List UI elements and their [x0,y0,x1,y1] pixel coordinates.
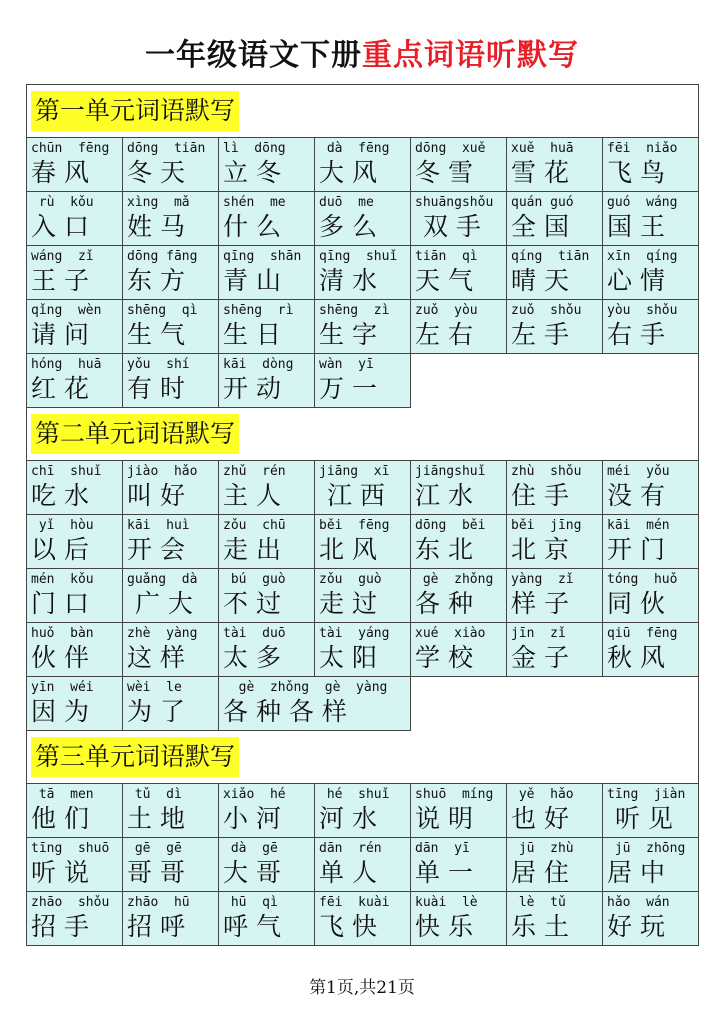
hanzi-word: 双 手 [415,212,481,241]
word-cell [603,461,699,515]
pinyin-label: qiū fēng [607,626,678,641]
hanzi-word: 清 水 [319,266,377,295]
pinyin-label: zhǔ rén [223,464,286,479]
word-cell [315,892,411,946]
hanzi-word: 伙 伴 [31,643,89,672]
word-cell [411,623,507,677]
word-row [27,300,699,354]
word-cell [411,515,507,569]
word-cell [219,784,315,838]
pinyin-label: hóng huā [31,357,102,372]
pinyin-label: yīn wéi [31,680,94,695]
pinyin-label: běi fēng [319,518,390,533]
word-cell [27,461,123,515]
hanzi-word: 河 水 [319,804,377,833]
pinyin-label: quán guó [511,195,574,210]
hanzi-word: 红 花 [31,374,89,403]
word-cell [411,300,507,354]
word-cell [411,246,507,300]
pinyin-label: zǒu guò [319,572,382,587]
pinyin-label: dān yī [415,841,470,856]
pinyin-label: chī shuǐ [31,464,102,479]
word-cell [411,569,507,623]
hanzi-word: 这 样 [127,643,185,672]
word-cell [411,892,507,946]
hanzi-word: 听 见 [607,804,673,833]
hanzi-word: 为 了 [127,697,185,726]
hanzi-word: 开 动 [223,374,281,403]
pinyin-label: chūn fēng [31,141,110,156]
word-cell [123,246,219,300]
hanzi-word: 心 情 [607,266,665,295]
pinyin-label: xuě huā [511,141,574,156]
pinyin-label: shēng rì [223,303,294,318]
word-row [27,569,699,623]
hanzi-word: 居 住 [511,858,569,887]
pinyin-label: guó wáng [607,195,678,210]
pinyin-label: lì dōng [223,141,286,156]
word-cell [123,677,219,731]
pinyin-label: yǒu shí [127,357,190,372]
word-cell [123,354,219,408]
word-cell [411,461,507,515]
hanzi-word: 快 乐 [415,912,473,941]
word-cell [507,138,603,192]
word-cell [27,838,123,892]
pinyin-label: yě hǎo [511,787,574,802]
word-row [27,892,699,946]
word-cell [27,784,123,838]
pinyin-label: qǐng wèn [31,303,102,318]
hanzi-word: 各 种 [415,589,473,618]
hanzi-word: 哥 哥 [127,858,185,887]
word-cell [27,300,123,354]
word-row [27,515,699,569]
hanzi-word: 青 山 [223,266,281,295]
word-cell [219,623,315,677]
pinyin-label: wáng zǐ [31,249,94,264]
hanzi-word: 生 日 [223,320,281,349]
hanzi-word: 招 呼 [127,912,185,941]
pinyin-label: kāi dòng [223,357,294,372]
pinyin-label: wèi le [127,680,182,695]
unit-title: 第二单元词语默写 [31,414,239,454]
hanzi-word: 广 大 [127,589,193,618]
word-cell [315,461,411,515]
hanzi-word: 以 后 [31,535,89,564]
pinyin-label: yòu shǒu [607,303,678,318]
word-cell [315,569,411,623]
word-cell [603,838,699,892]
hanzi-word: 金 子 [511,643,569,672]
word-cell [315,354,411,408]
hanzi-word: 听 说 [31,858,89,887]
word-cell [411,784,507,838]
word-cell [123,623,219,677]
pinyin-label: dōng běi [415,518,486,533]
pinyin-label: shuō míng [415,787,494,802]
pinyin-label: xìng mǎ [127,195,190,210]
hanzi-word: 晴 天 [511,266,569,295]
word-cell [315,838,411,892]
pinyin-label: zhù shǒu [511,464,582,479]
word-cell [507,623,603,677]
pinyin-label: kuài lè [415,895,478,910]
pinyin-label: shén me [223,195,286,210]
word-row [27,677,699,731]
word-row [27,354,699,408]
word-cell [219,892,315,946]
word-cell [123,461,219,515]
hanzi-word: 太 阳 [319,643,377,672]
word-cell [507,892,603,946]
hanzi-word: 学 校 [415,643,473,672]
hanzi-word: 飞 鸟 [607,158,665,187]
pinyin-label: zhāo hū [127,895,190,910]
pinyin-label: dōng fāng [127,249,198,264]
hanzi-word: 多 么 [319,212,377,241]
pinyin-label: tài duō [223,626,286,641]
hanzi-word: 全 国 [511,212,569,241]
pinyin-label: qīng shuǐ [319,249,398,264]
hanzi-word: 开 门 [607,535,665,564]
page-title-part1: 一年级语文下册 [145,38,362,73]
word-cell [219,192,315,246]
pinyin-label: kāi mén [607,518,670,533]
pinyin-label: dōng xuě [415,141,486,156]
pinyin-label: jiāngshuǐ [415,464,486,479]
hanzi-word: 冬 雪 [415,158,473,187]
word-cell [219,300,315,354]
word-row [27,246,699,300]
hanzi-word: 雪 花 [511,158,569,187]
word-cell [507,515,603,569]
hanzi-word: 大 风 [319,158,377,187]
hanzi-word: 左 手 [511,320,569,349]
hanzi-word: 好 玩 [607,912,665,941]
word-cell [603,623,699,677]
hanzi-word: 姓 马 [127,212,185,241]
vocabulary-table [26,84,699,946]
hanzi-word: 土 地 [127,804,185,833]
word-cell [507,569,603,623]
pinyin-label: zǒu chū [223,518,286,533]
empty-cell [411,677,699,731]
pinyin-label: gè zhǒng [415,572,494,587]
pinyin-label: tóng huǒ [607,572,678,587]
hanzi-word: 叫 好 [127,481,185,510]
pinyin-label: qíng tiān [511,249,590,264]
word-cell [603,300,699,354]
word-cell [507,461,603,515]
pinyin-label: běi jīng [511,518,582,533]
word-cell [507,246,603,300]
pinyin-label: gè zhǒng gè yàng [223,680,388,695]
pinyin-label: shuāngshǒu [415,195,494,210]
hanzi-word: 门 口 [31,589,89,618]
hanzi-word: 天 气 [415,266,473,295]
word-cell [123,784,219,838]
word-cell [27,192,123,246]
hanzi-word: 生 字 [319,320,377,349]
word-cell [315,784,411,838]
unit-title: 第一单元词语默写 [31,91,239,131]
hanzi-word: 右 手 [607,320,665,349]
pinyin-label: duō me [319,195,374,210]
word-cell [603,515,699,569]
hanzi-word: 秋 风 [607,643,665,672]
word-cell [27,623,123,677]
hanzi-word: 招 手 [31,912,89,941]
pinyin-label: tīng jiàn [607,787,686,802]
hanzi-word: 生 气 [127,320,185,349]
word-cell [603,138,699,192]
pinyin-label: tiān qì [415,249,478,264]
hanzi-word: 北 京 [511,535,569,564]
pinyin-label: xué xiào [415,626,486,641]
word-cell [315,300,411,354]
word-cell [315,246,411,300]
word-cell [507,192,603,246]
word-cell [507,838,603,892]
pinyin-label: gē gē [127,841,182,856]
hanzi-word: 东 方 [127,266,185,295]
pinyin-label: dōng tiān [127,141,206,156]
pinyin-label: fēi kuài [319,895,390,910]
page-footer: 第1页,共21页 [309,978,415,998]
word-cell [411,838,507,892]
hanzi-word: 不 过 [223,589,281,618]
word-cell [27,892,123,946]
pinyin-label: zuǒ shǒu [511,303,582,318]
pinyin-label: hǎo wán [607,895,670,910]
hanzi-word: 冬 天 [127,158,185,187]
pinyin-label: dà fēng [319,141,390,156]
word-row [27,838,699,892]
hanzi-word: 没 有 [607,481,665,510]
page-title-part2: 重点词语听默写 [362,38,579,73]
hanzi-word: 左 右 [415,320,473,349]
page-title [0,34,724,78]
word-cell [315,192,411,246]
pinyin-label: bú guò [223,572,286,587]
pinyin-label: tā men [31,787,94,802]
hanzi-word: 东 北 [415,535,473,564]
word-cell [27,569,123,623]
word-cell [219,515,315,569]
word-cell [411,192,507,246]
pinyin-label: zuǒ yòu [415,303,478,318]
pinyin-label: huǒ bàn [31,626,94,641]
pinyin-label: fēi niǎo [607,141,678,156]
hanzi-word: 吃 水 [31,481,89,510]
hanzi-word: 走 出 [223,535,281,564]
word-cell [27,354,123,408]
word-cell [603,192,699,246]
word-cell [603,892,699,946]
word-cell [219,461,315,515]
word-cell [219,838,315,892]
hanzi-word: 主 人 [223,481,281,510]
hanzi-word: 北 风 [319,535,377,564]
hanzi-word: 江 水 [415,481,473,510]
pinyin-label: zhāo shǒu [31,895,110,910]
word-cell [27,515,123,569]
word-cell [27,138,123,192]
unit-header [27,731,699,784]
pinyin-label: tài yáng [319,626,390,641]
pinyin-label: mén kǒu [31,572,94,587]
pinyin-label: dà gē [223,841,278,856]
pinyin-label: zhè yàng [127,626,198,641]
pinyin-label: lè tǔ [511,895,566,910]
word-cell [603,784,699,838]
word-cell [123,138,219,192]
hanzi-word: 小 河 [223,804,281,833]
pinyin-label: jū zhù [511,841,574,856]
word-cell [315,515,411,569]
hanzi-word: 他 们 [31,804,89,833]
word-cell [27,246,123,300]
hanzi-word: 飞 快 [319,912,377,941]
word-cell [315,623,411,677]
pinyin-label: shēng zì [319,303,390,318]
hanzi-word: 万 一 [319,374,377,403]
unit-header [27,85,699,138]
hanzi-word: 各 种 各 样 [223,697,347,726]
hanzi-word: 走 过 [319,589,377,618]
word-cell [123,515,219,569]
hanzi-word: 入 口 [31,212,89,241]
pinyin-label: xīn qíng [607,249,678,264]
hanzi-word: 样 子 [511,589,569,618]
word-cell [123,892,219,946]
word-cell [603,246,699,300]
word-cell [219,569,315,623]
word-cell [123,838,219,892]
word-cell [603,569,699,623]
pinyin-label: hé shuǐ [319,787,390,802]
word-cell [123,569,219,623]
pinyin-label: rù kǒu [31,195,94,210]
pinyin-label: shēng qì [127,303,198,318]
hanzi-word: 春 风 [31,158,89,187]
word-cell [27,677,123,731]
pinyin-label: wàn yī [319,357,374,372]
hanzi-word: 也 好 [511,804,569,833]
hanzi-word: 江 西 [319,481,385,510]
pinyin-label: tǔ dì [127,787,182,802]
hanzi-word: 开 会 [127,535,185,564]
pinyin-label: jū zhōng [607,841,686,856]
hanzi-word: 乐 土 [511,912,569,941]
unit-header [27,408,699,461]
empty-cell [411,354,699,408]
pinyin-label: guǎng dà [127,572,198,587]
pinyin-label: jiāng xī [319,464,390,479]
pinyin-label: kāi huì [127,518,190,533]
word-cell [219,354,315,408]
word-row [27,192,699,246]
pinyin-label: qīng shān [223,249,302,264]
word-row [27,623,699,677]
hanzi-word: 太 多 [223,643,281,672]
pinyin-label: xiǎo hé [223,787,286,802]
hanzi-word: 单 人 [319,858,377,887]
hanzi-word: 居 中 [607,858,665,887]
pinyin-label: méi yǒu [607,464,670,479]
word-cell [411,138,507,192]
pinyin-label: yàng zǐ [511,572,574,587]
pinyin-label: tīng shuō [31,841,110,856]
pinyin-label: dān rén [319,841,382,856]
word-cell [219,677,411,731]
pinyin-label: hū qì [223,895,278,910]
unit-title: 第三单元词语默写 [31,737,239,777]
word-cell [123,300,219,354]
hanzi-word: 同 伙 [607,589,665,618]
hanzi-word: 住 手 [511,481,569,510]
word-cell [219,138,315,192]
hanzi-word: 因 为 [31,697,89,726]
pinyin-label: jiào hǎo [127,464,198,479]
hanzi-word: 立 冬 [223,158,281,187]
word-cell [507,300,603,354]
word-row [27,138,699,192]
word-cell [507,784,603,838]
hanzi-word: 单 一 [415,858,473,887]
pinyin-label: jīn zǐ [511,626,566,641]
word-row [27,784,699,838]
hanzi-word: 说 明 [415,804,473,833]
hanzi-word: 王 子 [31,266,89,295]
hanzi-word: 有 时 [127,374,185,403]
word-cell [219,246,315,300]
hanzi-word: 大 哥 [223,858,281,887]
hanzi-word: 什 么 [223,212,281,241]
hanzi-word: 呼 气 [223,912,281,941]
word-cell [315,138,411,192]
word-cell [123,192,219,246]
hanzi-word: 国 王 [607,212,665,241]
hanzi-word: 请 问 [31,320,89,349]
pinyin-label: yǐ hòu [31,518,94,533]
word-row [27,461,699,515]
